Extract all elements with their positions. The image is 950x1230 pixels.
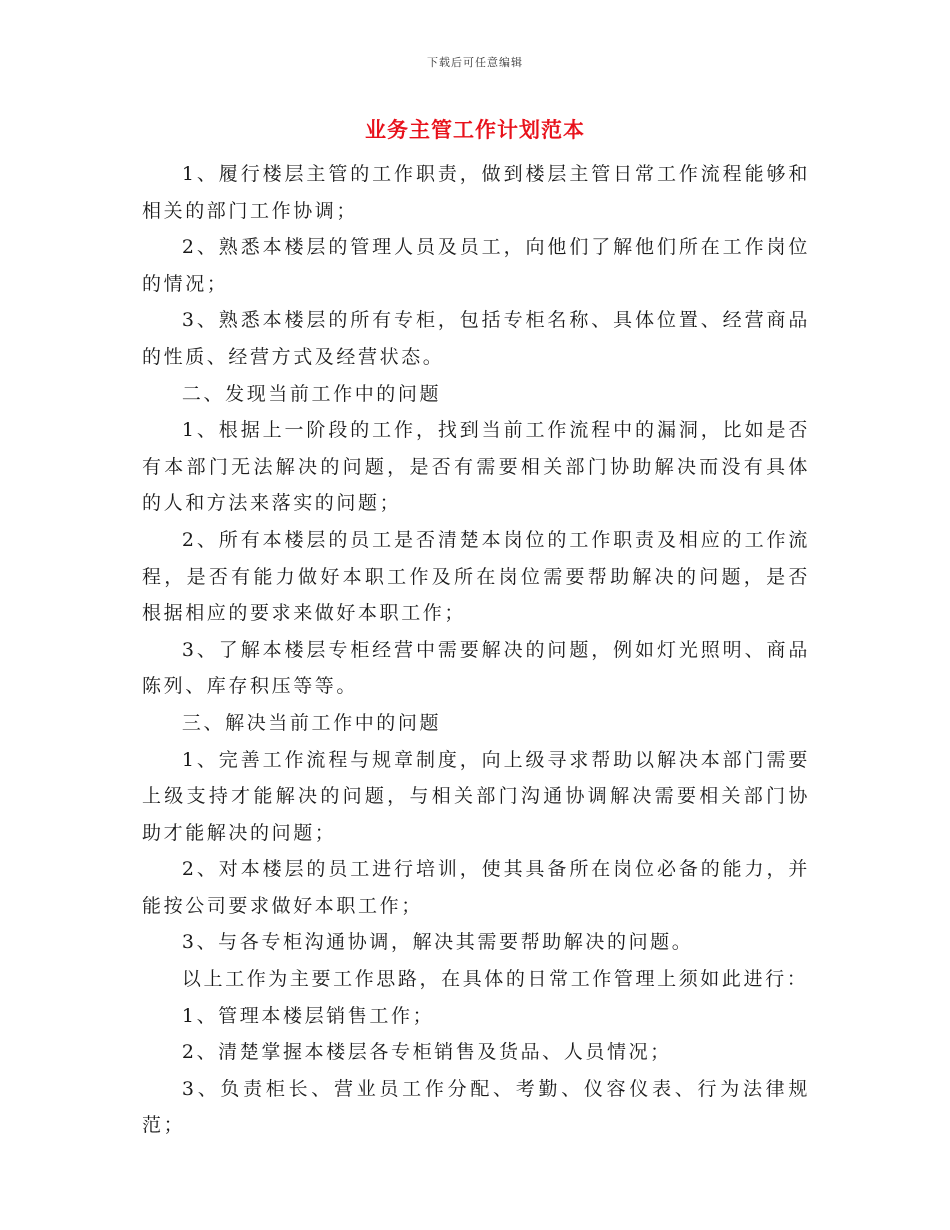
paragraph: 以上工作为主要工作思路，在具体的日常工作管理上须如此进行： [181,968,809,991]
header-note: 下载后可任意编辑 [427,56,523,69]
paragraph: 2、熟悉本楼层的管理人员及员工，向他们了解他们所在工作岗位的情况； [142,236,810,295]
paragraph: 1、管理本楼层销售工作； [181,1004,435,1027]
paragraph: 3、了解本楼层专柜经营中需要解决的问题，例如灯光照明、商品陈列、库存积压等等。 [142,638,810,698]
paragraph: 1、完善工作流程与规章制度，向上级寻求帮助以解决本部门需要上级支持才能解决的问题，与相关部门沟通协调解决需要相关部门协助才能解决的问题； [142,748,810,844]
document-title: 业务主管工作计划范本 [365,118,585,142]
paragraph: 3、熟悉本楼层的所有专柜，包括专柜名称、具体位置、经营商品的性质、经营方式及经营状态。 [142,309,810,368]
paragraph: 1、履行楼层主管的工作职责，做到楼层主管日常工作流程能够和相关的部门工作协调； [142,163,810,222]
document-body [142,156,810,1144]
paragraph: 3、负责柜长、营业员工作分配、考勤、仪容仪表、行为法律规范； [142,1077,810,1137]
paragraph: 2、清楚掌握本楼层各专柜销售及货品、人员情况； [181,1041,672,1064]
paragraph: 3、与各专柜沟通协调，解决其需要帮助解决的问题。 [181,931,694,954]
paragraph: 2、所有本楼层的员工是否清楚本岗位的工作职责及相应的工作流程，是否有能力做好本职工作及所在岗位需要帮助解决的问题，是否根据相应的要求来做好本职工作； [142,528,810,625]
section-heading: 二、发现当前工作中的问题 [181,382,442,405]
paragraph: 1、根据上一阶段的工作，找到当前工作流程中的漏洞，比如是否有本部门无法解决的问题，是否有需要相关部门协助解决而没有具体的人和方法来落实的问题； [142,419,810,515]
section-heading: 三、解决当前工作中的问题 [181,711,442,734]
paragraph: 2、对本楼层的员工进行培训，使其具备所在岗位必备的能力，并能按公司要求做好本职工作； [142,858,810,917]
